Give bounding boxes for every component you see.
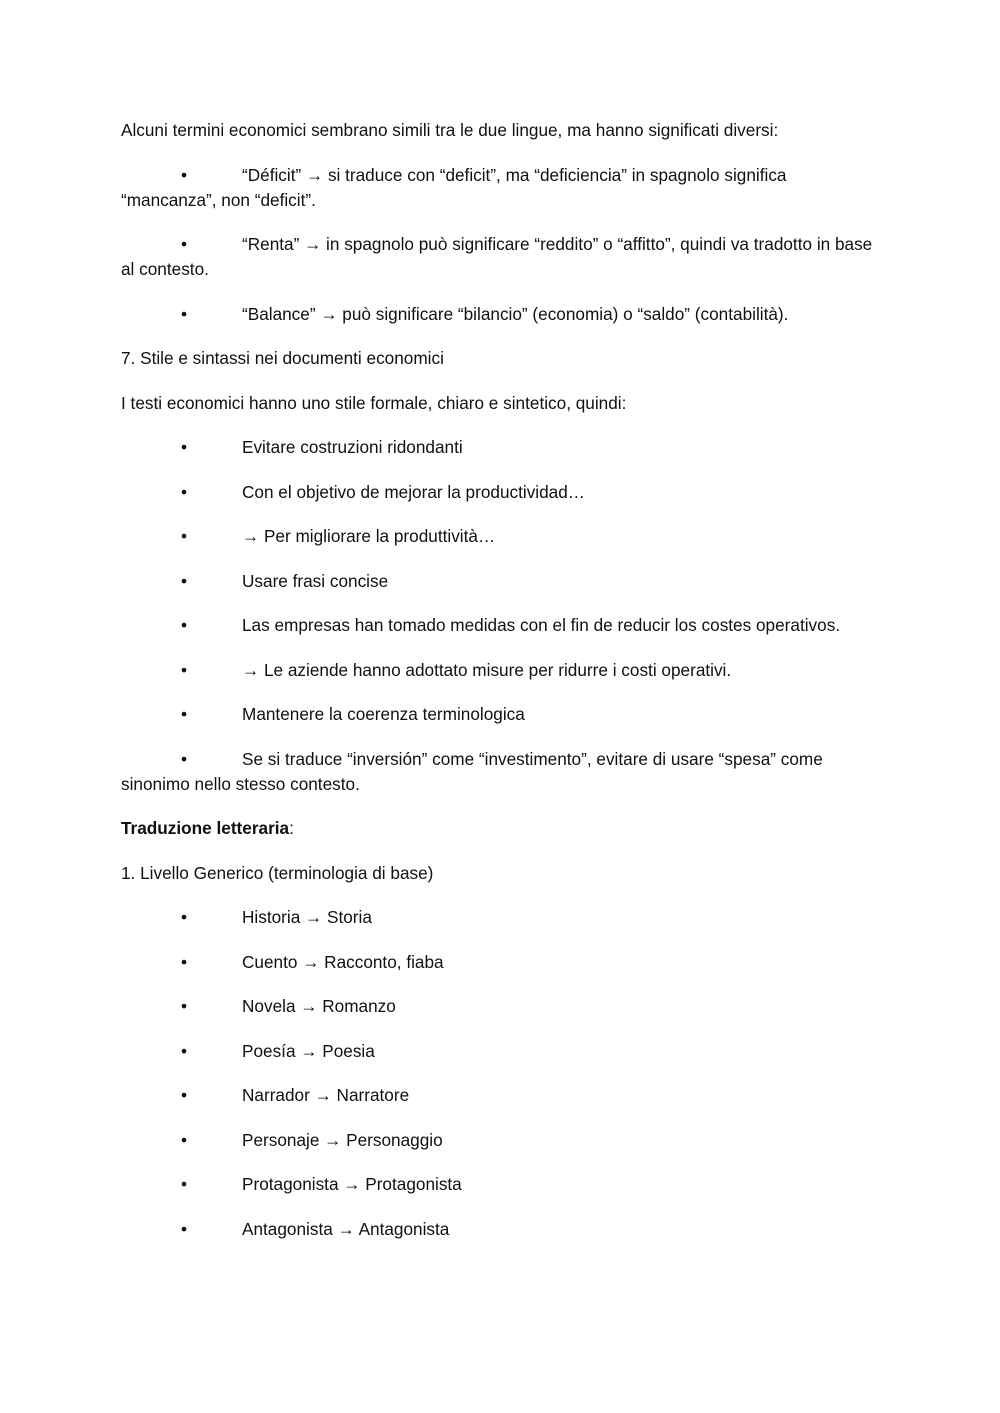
list-item: [121, 524, 881, 549]
list-item: [121, 232, 881, 282]
list-item: [121, 1217, 881, 1242]
list-item: [121, 1039, 881, 1064]
bullet-icon: •: [181, 164, 188, 185]
list-item-text: Mantenere la coerenza terminologica: [242, 704, 525, 724]
bullet-icon: •: [181, 615, 188, 635]
list-item: [121, 658, 881, 683]
bullet-icon: •: [181, 951, 188, 972]
bullet-icon: •: [181, 704, 188, 724]
list-item: [121, 994, 881, 1019]
bullet-icon: •: [181, 1129, 188, 1150]
list-item-text: Evitare costruzioni ridondanti: [242, 437, 463, 457]
bullet-icon: •: [181, 526, 188, 546]
bullet-icon: •: [181, 303, 188, 324]
list-item-text: “Balance” → può significare “bilancio” (economia) o “saldo” (contabilità).: [242, 303, 789, 324]
list-item-text: Las empresas han tomado medidas con el fin de reducir los costes operativos.: [242, 615, 841, 635]
list-item-text: → Per migliorare la produttività…: [242, 526, 496, 546]
list-item: [121, 435, 881, 460]
bullet-icon: •: [181, 1040, 188, 1061]
list-item-text: Se si traduce “inversión” come “investimento”, evitare di usare “spesa” come sinonimo nello stesso contesto.: [121, 748, 823, 794]
bullet-icon: •: [181, 748, 188, 769]
list-item: [121, 613, 881, 638]
list-item-text: “Déficit” → si traduce con “deficit”, ma “deficiencia” in spagnolo significa “mancanza”, non “deficit”.: [121, 164, 787, 210]
list-item: [121, 1083, 881, 1108]
list-item: [121, 905, 881, 930]
list-item-text: Poesía → Poesia: [242, 1040, 375, 1061]
bullet-icon: •: [181, 996, 188, 1016]
list-item-text: → Le aziende hanno adottato misure per ridurre i costi operativi.: [242, 659, 732, 680]
list-item: [121, 702, 881, 727]
list-item: [121, 480, 881, 505]
list-item: [121, 747, 881, 797]
list-item-text: Narrador → Narratore: [242, 1085, 410, 1105]
level-heading: 1. Livello Generico (terminologia di base): [121, 862, 434, 883]
bullet-icon: •: [181, 1218, 188, 1239]
list-item-text: Usare frasi concise: [242, 570, 389, 591]
list-item-text: Antagonista → Antagonista: [242, 1218, 450, 1239]
list-item-text: “Renta” → in spagnolo può significare “reddito” o “affitto”, quindi va tradotto in base al contesto.: [121, 234, 873, 279]
bullet-icon: •: [181, 1085, 188, 1105]
bullet-icon: •: [181, 570, 188, 591]
list-item: [121, 163, 881, 213]
list-item-text: Cuento → Racconto, fiaba: [242, 951, 444, 972]
list-item-text: Historia → Storia: [242, 907, 372, 927]
list-item: [121, 1172, 881, 1197]
bullet-icon: •: [181, 437, 188, 457]
literary-heading-line: [121, 816, 881, 841]
literary-heading: Traduzione letteraria: [121, 818, 290, 838]
list-item-text: Personaje → Personaggio: [242, 1129, 443, 1150]
list-item: [121, 1128, 881, 1153]
bullet-icon: •: [181, 481, 188, 502]
list-item-text: Con el objetivo de mejorar la productividad…: [242, 481, 585, 502]
literary-heading-colon: :: [289, 818, 294, 838]
list-item: [121, 569, 881, 594]
bullet-icon: •: [181, 659, 188, 680]
list-item: [121, 950, 881, 975]
section-heading: 7. Stile e sintassi nei documenti economici: [121, 348, 444, 368]
section-intro: I testi economici hanno uno stile formale, chiaro e sintetico, quindi:: [121, 392, 627, 413]
bullet-icon: •: [181, 1174, 188, 1194]
bullet-icon: •: [181, 234, 188, 254]
intro-paragraph: Alcuni termini economici sembrano simili tra le due lingue, ma hanno significati diversi:: [121, 120, 779, 140]
document-body: [121, 118, 881, 1261]
list-item-text: Protagonista → Protagonista: [242, 1174, 462, 1194]
bullet-icon: •: [181, 907, 188, 927]
list-item-text: Novela → Romanzo: [242, 996, 396, 1016]
list-item: [121, 302, 881, 327]
